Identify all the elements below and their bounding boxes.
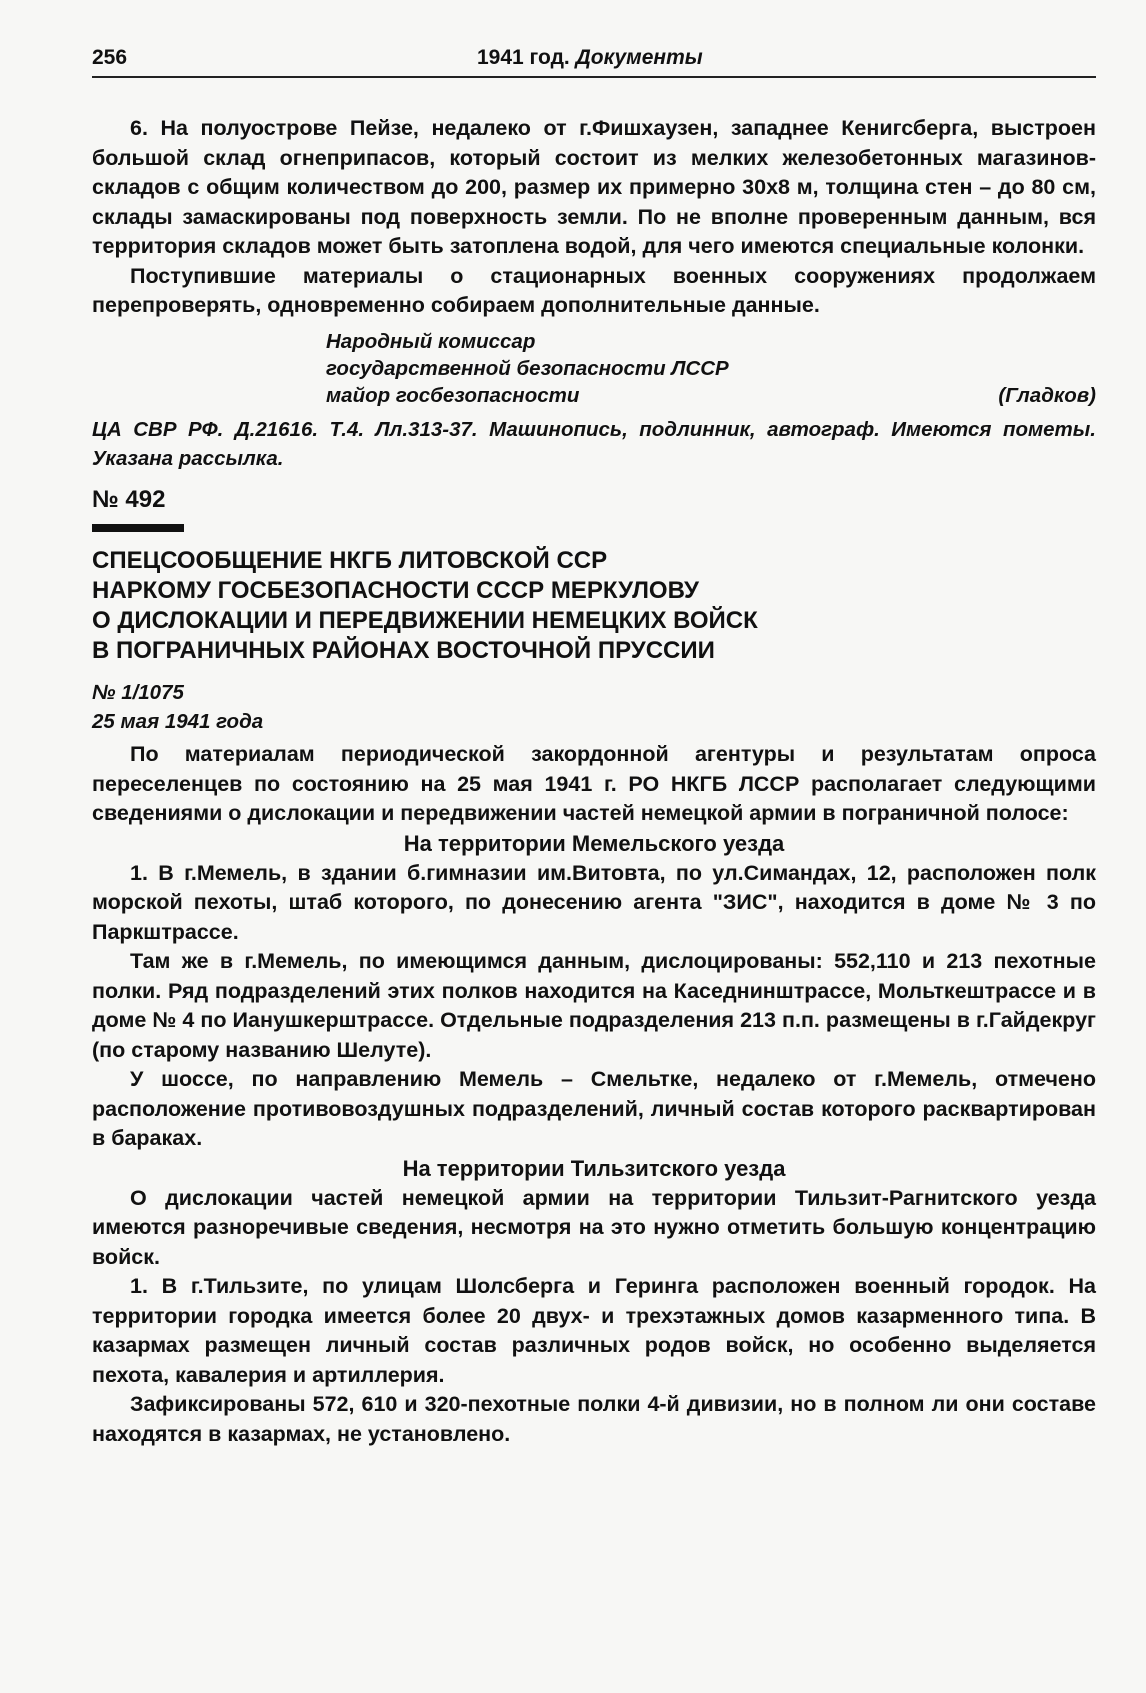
document-ref: № 1/1075 (92, 681, 184, 704)
document-title-line: СПЕЦСООБЩЕНИЕ НКГБ ЛИТОВСКОЙ ССР (92, 547, 608, 574)
memel-paragraph-1: 1. В г.Мемель, в здании б.гимназии им.Витовта, по ул.Симандах, 12, расположен полк морской пехоты, штаб которого, по донесению агента "ЗИС", находится в доме № 3 по Паркштрассе. (92, 860, 1096, 944)
archive-note: ЦА СВР РФ. Д.21616. Т.4. Лл.313-37. Машинопись, подлинник, автограф. Имеются пометы. Указана рассылка. (92, 417, 1096, 470)
document-date: 25 мая 1941 года (92, 710, 264, 733)
document-intro: По материалам периодической закордонной агентуры и результатам опроса переселенцев по состоянию на 25 мая 1941 г. РО НКГБ ЛССР располагает следующими сведениями о дислокации и передвижении частей немецкой армии в пограничной полосе: (92, 742, 1096, 825)
intro-paragraph-6: 6. На полуострове Пейзе, недалеко от г.Фишхаузен, западнее Кенигсберга, выстроен большой склад огнеприпасов, который состоит из мелких железобетонных магазинов-складов с общим количеством до 200, размер их примерно 30х8 м, толщина стен – до 80 см, склады замаскированы под поверхность земли. По не вполне проверенным данным, вся территория складов может быть затоплена водой, для чего имеются специальные колонки. (92, 116, 1096, 258)
document-number: № 492 (92, 485, 166, 513)
running-title (477, 46, 703, 70)
page-header (92, 46, 1096, 78)
document-title-line: О ДИСЛОКАЦИИ И ПЕРЕДВИЖЕНИИ НЕМЕЦКИХ ВОЙСК (92, 607, 758, 634)
memel-paragraph-3: У шоссе, по направлению Мемель – Смельтке, недалеко от г.Мемель, отмечено расположение противовоздушных подразделений, личный состав которого расквартирован в бараках. (92, 1067, 1096, 1150)
signature-line-1: Народный комиссар (326, 329, 536, 353)
signature-block (326, 328, 1096, 409)
signature-line-2: государственной безопасности ЛССР (326, 356, 729, 380)
intro-paragraph-followup: Поступившие материалы о стационарных военных сооружениях продолжаем перепроверять, одновременно собираем дополнительные данные. (92, 263, 1096, 317)
running-title-section: Документы (575, 46, 703, 69)
signature-name: (Гладков) (998, 383, 1096, 407)
document-rule (92, 524, 184, 532)
document-title-line: В ПОГРАНИЧНЫХ РАЙОНАХ ВОСТОЧНОЙ ПРУССИИ (92, 637, 715, 664)
tilsit-paragraph-3: Зафиксированы 572, 610 и 320-пехотные полки 4-й дивизии, но в полном ли они составе находятся в казармах, не установлено. (92, 1392, 1096, 1446)
tilsit-paragraph-2: 1. В г.Тильзите, по улицам Шолсберга и Геринга расположен военный городок. На территории городка имеется более 20 двух- и трехэтажных домов казарменного типа. В казармах размещен личный состав различных родов войск, но особенно выделяется пехота, кавалерия и артиллерия. (92, 1274, 1096, 1387)
section-heading-tilsit: На территории Тильзитского уезда (402, 1155, 786, 1181)
signature-line-3: майор госбезопасности (326, 383, 580, 407)
signature-row (326, 382, 1096, 409)
document-title-line: НАРКОМУ ГОСБЕЗОПАСНОСТИ СССР МЕРКУЛОВУ (92, 577, 699, 604)
tilsit-paragraph-1: О дислокации частей немецкой армии на территории Тильзит-Рагнитского уезда имеются разноречивые сведения, несмотря на это нужно отметить большую концентрацию войск. (92, 1185, 1096, 1269)
document-title (92, 546, 1096, 666)
section-heading-memel: На территории Мемельского уезда (403, 830, 785, 856)
page-number: 256 (92, 46, 128, 69)
page-body (92, 114, 1096, 1449)
memel-paragraph-2: Там же в г.Мемель, по имеющимся данным, дислоцированы: 552,110 и 213 пехотные полки. Ряд подразделений этих полков находится на Каседнинштрассе, Мольткештрассе и в доме № 4 по Ианушкерштрассе. Отдельные подразделения 213 п.п. размещены в г.Гайдекруг (по старому названию Шелуте). (92, 949, 1096, 1062)
running-title-year: 1941 год. (477, 46, 570, 69)
